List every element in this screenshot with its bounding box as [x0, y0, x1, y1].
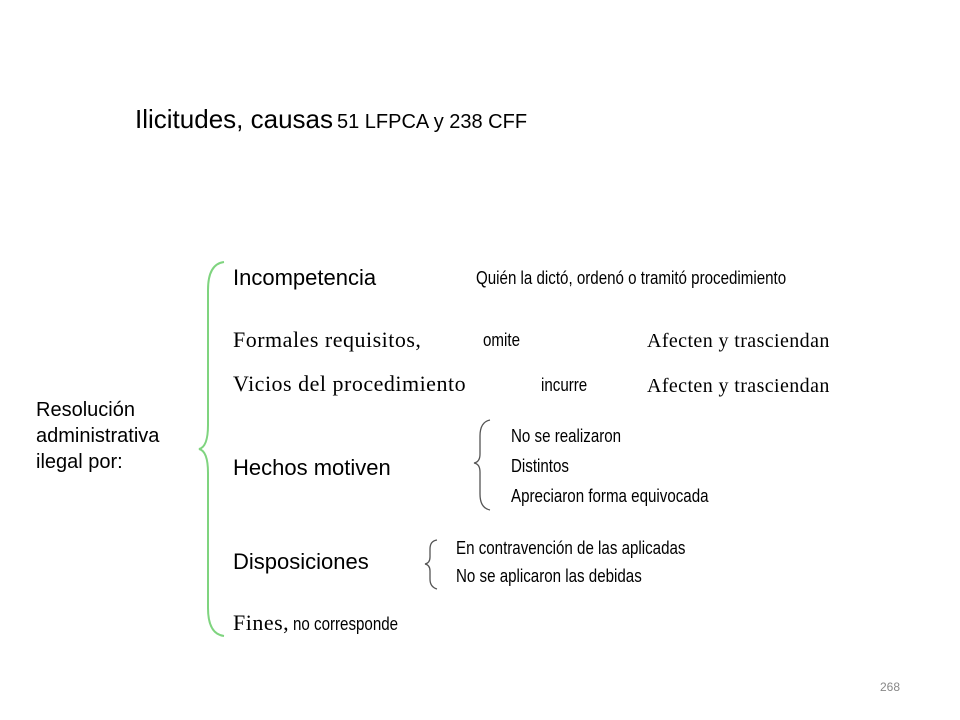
hechos-item-3: Apreciaron forma equivocada [511, 486, 709, 506]
left-label [36, 397, 159, 475]
detail-incompetencia: Quién la dictó, ordenó o tramitó procedimiento [476, 268, 787, 288]
title-main: Ilicitudes, causas [135, 104, 333, 134]
cause-hechos: Hechos motiven [233, 455, 391, 480]
detail-vicios: Afecten y trasciendan [647, 375, 830, 397]
left-label-line-1: Resolución [36, 399, 135, 421]
cause-formales: Formales requisitos, [233, 327, 422, 352]
main-brace [199, 262, 224, 636]
disposiciones-brace [425, 540, 437, 589]
left-label-line-2: administrativa [36, 425, 160, 447]
left-label-line-3: ilegal por: [36, 451, 123, 473]
page-number: 268 [880, 680, 901, 694]
fines-label: Fines, [233, 610, 290, 635]
detail-formales: Afecten y trasciendan [647, 330, 830, 352]
hechos-brace [474, 420, 490, 510]
title-sub: 51 LFPCA y 238 CFF [336, 111, 528, 133]
cause-incompetencia: Incompetencia [233, 265, 377, 290]
hechos-item-2: Distintos [511, 456, 569, 476]
cause-vicios: Vicios del procedimiento [233, 371, 467, 396]
disposiciones-item-2: No se aplicaron las debidas [456, 566, 642, 586]
cause-disposiciones: Disposiciones [233, 549, 369, 574]
hechos-item-1: No se realizaron [511, 426, 622, 446]
note-formales: omite [483, 330, 520, 350]
disposiciones-item-1: En contravención de las aplicadas [456, 538, 686, 558]
note-vicios: incurre [541, 375, 588, 395]
fines-note: no corresponde [293, 614, 399, 634]
cause-fines [233, 610, 418, 636]
